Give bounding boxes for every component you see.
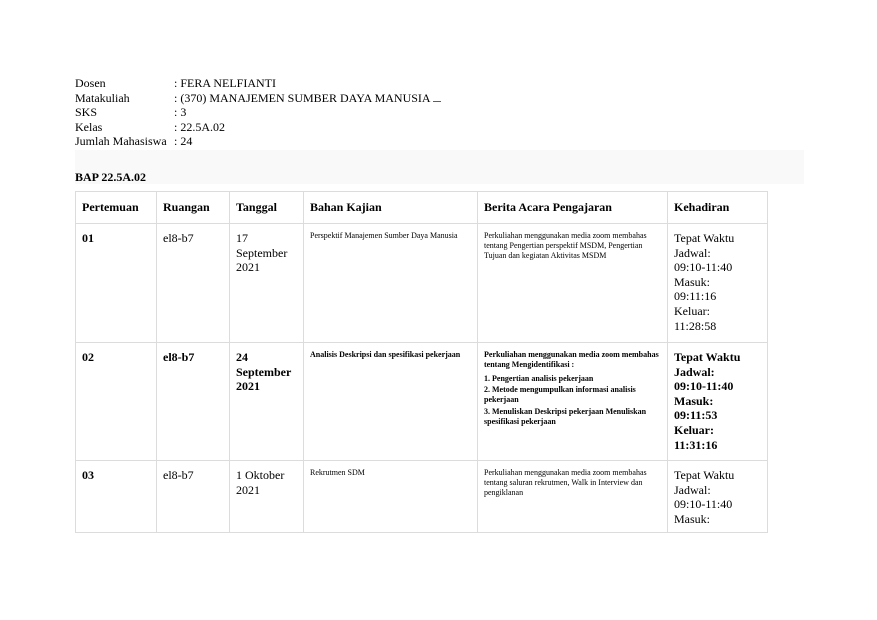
course-info xyxy=(75,76,441,149)
info-label: SKS xyxy=(75,105,98,120)
bap-title: BAP 22.5A.02 xyxy=(75,170,147,184)
info-row-matakuliah xyxy=(75,91,441,106)
info-row-kelas xyxy=(75,120,441,135)
cell-kehadiran xyxy=(668,461,768,533)
table-row xyxy=(76,461,768,533)
kehadiran-masuk-label: Masuk: xyxy=(674,393,714,408)
cell-kehadiran xyxy=(668,224,768,343)
info-value: : (370) MANAJEMEN SUMBER DAYA MANUSIA xyxy=(174,90,431,105)
cell-kehadiran xyxy=(668,343,768,461)
kehadiran-masuk-label: Masuk: xyxy=(674,274,710,289)
info-label: Jumlah Mahasiswa xyxy=(75,134,167,149)
kehadiran-jadwal: 09:10-11:40 xyxy=(674,497,733,512)
info-row-jumlah-mahasiswa xyxy=(75,134,441,149)
cell-ruangan: el8-b7 xyxy=(157,461,230,533)
kehadiran-masuk-label: Masuk: xyxy=(674,511,710,526)
info-value: : 22.5A.02 xyxy=(174,119,225,134)
kehadiran-jadwal: 09:10-11:40 xyxy=(674,260,733,275)
link-underline xyxy=(433,91,441,102)
berita-intro: Perkuliahan menggunakan media zoom membahas tentang Pengertian perspektif MSDM, Pengertian Tujuan dan kegiatan Aktivitas MSDM xyxy=(484,231,647,260)
berita-list xyxy=(484,374,661,427)
list-item: 3. Menuliskan Deskripsi pekerjaan Menuliskan spesifikasi pekerjaan xyxy=(484,406,647,426)
header-ruangan: Ruangan xyxy=(157,192,230,224)
kehadiran-keluar-label: Keluar: xyxy=(674,303,710,318)
section-band xyxy=(75,150,804,184)
header-berita-acara: Berita Acara Pengajaran xyxy=(478,192,668,224)
kehadiran-keluar: 11:31:16 xyxy=(674,437,718,452)
cell-berita-acara xyxy=(478,461,668,533)
cell-pertemuan: 03 xyxy=(76,461,157,533)
kehadiran-status: Tepat Waktu xyxy=(674,468,735,482)
info-value: : 24 xyxy=(174,134,193,149)
kehadiran-jadwal-label: Jadwal: xyxy=(674,482,711,497)
kehadiran-keluar-label: Keluar: xyxy=(674,422,714,437)
berita-intro: Perkuliahan menggunakan media zoom membahas tentang saluran rekrutmen, Walk in Interview dan pengiklanan xyxy=(484,468,647,497)
info-label: Kelas xyxy=(75,119,103,134)
cell-pertemuan: 02 xyxy=(76,343,157,461)
info-label: Matakuliah xyxy=(75,90,130,105)
header-tanggal: Tanggal xyxy=(230,192,304,224)
table-row xyxy=(76,343,768,461)
cell-pertemuan: 01 xyxy=(76,224,157,343)
kehadiran-keluar: 11:28:58 xyxy=(674,318,717,333)
kehadiran-jadwal-label: Jadwal: xyxy=(674,245,711,260)
cell-bahan-kajian: Perspektif Manajemen Sumber Daya Manusia xyxy=(304,224,478,343)
info-label: Dosen xyxy=(75,76,106,90)
cell-bahan-kajian: Analisis Deskripsi dan spesifikasi pekerjaan xyxy=(304,343,478,461)
table-row xyxy=(76,224,768,343)
cell-ruangan: el8-b7 xyxy=(157,224,230,343)
list-item: 2. Metode mengumpulkan informasi analisis pekerjaan xyxy=(484,385,636,405)
cell-bahan-kajian: Rekrutmen SDM xyxy=(304,461,478,533)
cell-berita-acara xyxy=(478,343,668,461)
header-kehadiran: Kehadiran xyxy=(668,192,768,224)
kehadiran-masuk: 09:11:53 xyxy=(674,408,718,423)
header-bahan-kajian: Bahan Kajian xyxy=(304,192,478,224)
cell-ruangan: el8-b7 xyxy=(157,343,230,461)
info-row-dosen xyxy=(75,76,441,91)
kehadiran-masuk: 09:11:16 xyxy=(674,289,717,304)
table-header-row xyxy=(76,192,768,224)
kehadiran-jadwal-label: Jadwal: xyxy=(674,364,715,379)
bap-table xyxy=(75,191,768,533)
cell-tanggal: 24 September 2021 xyxy=(230,343,304,461)
info-value: : FERA NELFIANTI xyxy=(174,76,276,90)
berita-intro: Perkuliahan menggunakan media zoom membahas tentang Mengidentifikasi : xyxy=(484,350,659,369)
list-item: 1. Pengertian analisis pekerjaan xyxy=(484,373,594,383)
info-value: : 3 xyxy=(174,105,187,120)
header-pertemuan: Pertemuan xyxy=(76,192,157,224)
kehadiran-status: Tepat Waktu xyxy=(674,231,735,245)
kehadiran-status: Tepat Waktu xyxy=(674,350,741,364)
info-row-sks xyxy=(75,105,441,120)
cell-berita-acara xyxy=(478,224,668,343)
cell-tanggal: 1 Oktober 2021 xyxy=(230,461,304,533)
cell-tanggal: 17 September 2021 xyxy=(230,224,304,343)
kehadiran-jadwal: 09:10-11:40 xyxy=(674,379,734,394)
